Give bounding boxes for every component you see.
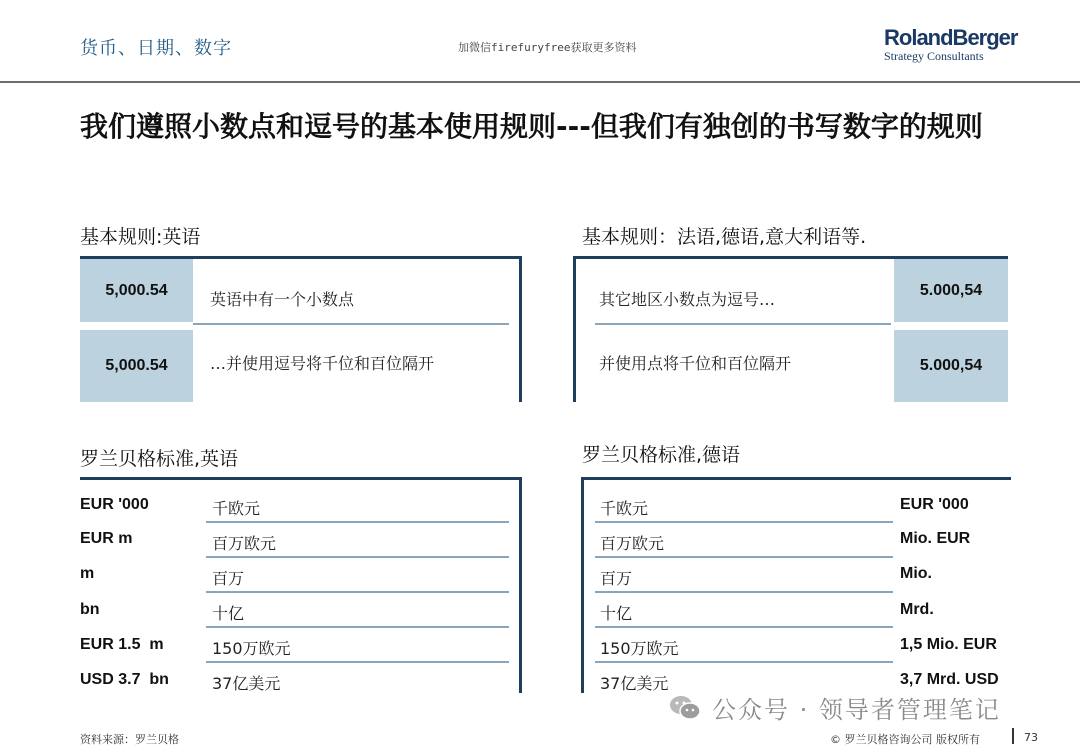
watermark: [668, 690, 1001, 725]
row-divider: [595, 556, 893, 558]
copyright-note: © 罗兰贝格咨询公司 版权所有: [830, 733, 980, 746]
table-left-rule: [581, 477, 584, 693]
number-box: 5,000.54: [80, 259, 193, 322]
table-right-rule: [519, 477, 522, 693]
row-divider: [595, 661, 893, 663]
row-divider: [595, 323, 891, 325]
unit-meaning: 十亿: [212, 604, 245, 623]
page-number: 73: [1024, 731, 1038, 744]
row-divider: [206, 626, 509, 628]
unit-meaning: 千欧元: [600, 499, 649, 518]
unit-meaning: 百万欧元: [212, 534, 277, 553]
unit-code: 1,5 Mio. EUR: [900, 636, 997, 653]
unit-code: Mrd.: [900, 601, 934, 618]
basic-other-table: [573, 256, 1008, 402]
logo-wordmark: RolandBerger: [884, 25, 1018, 50]
unit-meaning: 千欧元: [212, 499, 261, 518]
unit-code: EUR '000: [80, 496, 149, 513]
footer-separator: [1012, 728, 1014, 744]
section-title: 货币、日期、数字: [80, 38, 232, 59]
unit-code: Mio. EUR: [900, 530, 971, 547]
unit-meaning: 150万欧元: [212, 639, 291, 658]
unit-meaning: 150万欧元: [600, 639, 679, 658]
unit-code: 3,7 Mrd. USD: [900, 671, 999, 688]
table-right-rule: [519, 256, 522, 402]
rule-description: 并使用点将千位和百位隔开: [599, 354, 792, 373]
number-box: 5,000.54: [80, 330, 193, 402]
slide-title: 我们遵照小数点和逗号的基本使用规则---但我们有独创的书写数字的规则: [80, 110, 983, 143]
rb-en-heading: 罗兰贝格标准,英语: [80, 448, 239, 470]
row-divider: [206, 661, 509, 663]
unit-code: EUR '000: [900, 496, 969, 513]
row-divider: [206, 591, 509, 593]
table-left-rule: [573, 256, 576, 402]
unit-meaning: 百万欧元: [600, 534, 665, 553]
logo-tagline: Strategy Consultants: [884, 49, 984, 63]
unit-code: bn: [80, 601, 100, 618]
basic-en-heading: 基本规则:英语: [80, 226, 201, 248]
basic-other-heading: 基本规则：法语,德语,意大利语等.: [582, 226, 867, 248]
unit-code: EUR 1.5 m: [80, 636, 164, 653]
watermark-text: 公众号 · 领导者管理笔记: [712, 696, 1001, 724]
row-divider: [206, 556, 509, 558]
header-note: 加微信firefuryfree获取更多资料: [458, 41, 637, 54]
number-box: 5.000,54: [894, 259, 1008, 322]
rb-de-heading: 罗兰贝格标准,德语: [582, 444, 741, 466]
wechat-icon: [668, 694, 702, 722]
unit-code: m: [80, 565, 95, 582]
basic-en-table: [80, 256, 522, 402]
rb-de-table: [581, 477, 1011, 693]
rule-description: 其它地区小数点为逗号…: [599, 290, 776, 309]
rule-description: 英语中有一个小数点: [210, 290, 355, 309]
row-divider: [193, 323, 509, 325]
unit-meaning: 百万: [212, 569, 245, 588]
company-logo: [884, 26, 1024, 62]
header-divider: [0, 81, 1080, 83]
row-divider: [595, 591, 893, 593]
unit-meaning: 37亿美元: [600, 674, 669, 693]
row-divider: [595, 626, 893, 628]
source-note: 资料来源：罗兰贝格: [80, 733, 179, 746]
unit-code: EUR m: [80, 530, 133, 547]
table-top-rule: [581, 477, 1011, 480]
unit-meaning: 百万: [600, 569, 633, 588]
row-divider: [595, 521, 893, 523]
unit-code: Mio.: [900, 565, 932, 582]
rule-description: …并使用逗号将千位和百位隔开: [210, 354, 435, 373]
rb-en-table: [80, 477, 522, 693]
unit-code: USD 3.7 bn: [80, 671, 169, 688]
unit-meaning: 十亿: [600, 604, 633, 623]
unit-meaning: 37亿美元: [212, 674, 281, 693]
row-divider: [206, 521, 509, 523]
table-top-rule: [80, 477, 522, 480]
number-box: 5.000,54: [894, 330, 1008, 402]
